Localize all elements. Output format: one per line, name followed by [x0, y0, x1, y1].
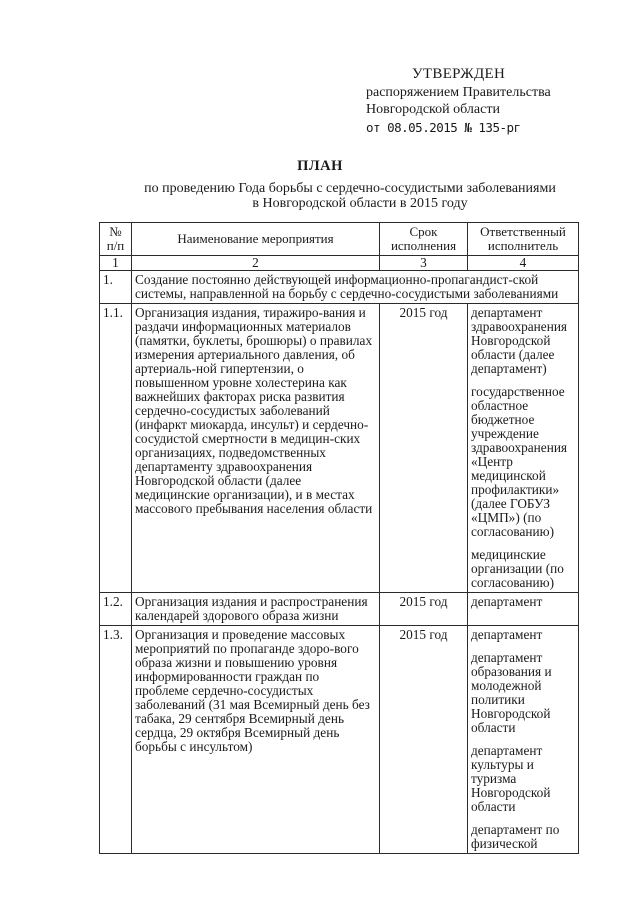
responsible-item: медицинские организации (по согласованию)	[471, 547, 564, 590]
header-name: Наименование мероприятия	[132, 223, 380, 256]
row-responsible	[468, 593, 579, 626]
responsible-item: департамент культуры и туризма Новгородской области	[471, 743, 551, 814]
responsible-item: департамент образования и молодежной политики Новгородской области	[471, 650, 552, 735]
col-number-4: 4	[468, 256, 579, 271]
responsible-item: департамент здравоохранения Новгородской области (далее департамент)	[471, 305, 568, 376]
row-term: 2015 год	[380, 593, 468, 626]
approval-line-1: распоряжением Правительства	[366, 84, 551, 100]
subtitle-line-2: в Новгородской области в 2015 году	[252, 196, 468, 211]
responsible-item: департамент	[471, 627, 543, 642]
responsible-item: государственное областное бюджетное учреждение здравоохранения «Центр медицинской профилактики» (далее ГОБУЗ «ЦМП») (по согласованию)	[471, 384, 568, 539]
table-header-row	[100, 223, 579, 256]
row-responsible	[468, 626, 579, 854]
plan-table	[99, 222, 579, 854]
plan-title: ПЛАН	[297, 158, 343, 174]
table-row	[100, 626, 579, 854]
row-term: 2015 год	[380, 626, 468, 854]
col-number-3: 3	[380, 256, 468, 271]
responsible-item: департамент	[471, 594, 543, 609]
section-number: 1.	[100, 271, 132, 304]
row-term: 2015 год	[380, 304, 468, 593]
row-name: Организация издания, тиражиро-вания и раздачи информационных материалов (памятки, буклеты, брошюры) о правилах измерения артериального давления, об артериаль-ной гипертензии, о повышенном уровне холестерина как важнейших факторах риска развития сердечно-сосудистых заболеваний (инфаркт миокарда, инсульт) и сердечно-сосудистой смертности в медицин-ских организациях, подведомственных департаменту здравоохранения Новгородской области (далее медицинские организации), и в местах массового пребывания населения области	[132, 304, 380, 593]
header-term: Срок исполнения	[380, 223, 468, 256]
subtitle-line-1: по проведению Года борьбы с сердечно-сосудистыми заболеваниями	[144, 181, 556, 196]
col-number-1: 1	[100, 256, 132, 271]
row-number: 1.2.	[100, 593, 132, 626]
row-number: 1.3.	[100, 626, 132, 854]
section-row	[100, 271, 579, 304]
plan-subtitle	[0, 181, 640, 211]
col-number-2: 2	[132, 256, 380, 271]
section-text: Создание постоянно действующей информационно-пропагандист-ской системы, направленной на борьбу с сердечно-сосудистыми заболеваниями	[132, 271, 579, 304]
approval-line-3: от 08.05.2015 № 135-рг	[366, 119, 521, 135]
header-responsible: Ответственный исполнитель	[468, 223, 579, 256]
table-row	[100, 304, 579, 593]
row-name: Организация издания и распространения календарей здорового образа жизни	[132, 593, 380, 626]
row-name: Организация и проведение массовых мероприятий по пропаганде здоро-вого образа жизни и повышению уровня информированности граждан по проблеме сердечно-сосудистых заболеваний (31 мая Всемирный день без табака, 29 сентября Всемирный день сердца, 29 октября Всемирный день борьбы с инсультом)	[132, 626, 380, 854]
approval-title: УТВЕРЖДЕН	[412, 66, 506, 82]
approval-line-2: Новгородской области	[366, 102, 500, 117]
responsible-item: департамент по физической	[471, 822, 560, 851]
approval-block	[366, 66, 626, 136]
row-responsible	[468, 304, 579, 593]
header-number: № п/п	[100, 223, 132, 256]
column-numbers-row	[100, 256, 579, 271]
row-number: 1.1.	[100, 304, 132, 593]
table-row	[100, 593, 579, 626]
